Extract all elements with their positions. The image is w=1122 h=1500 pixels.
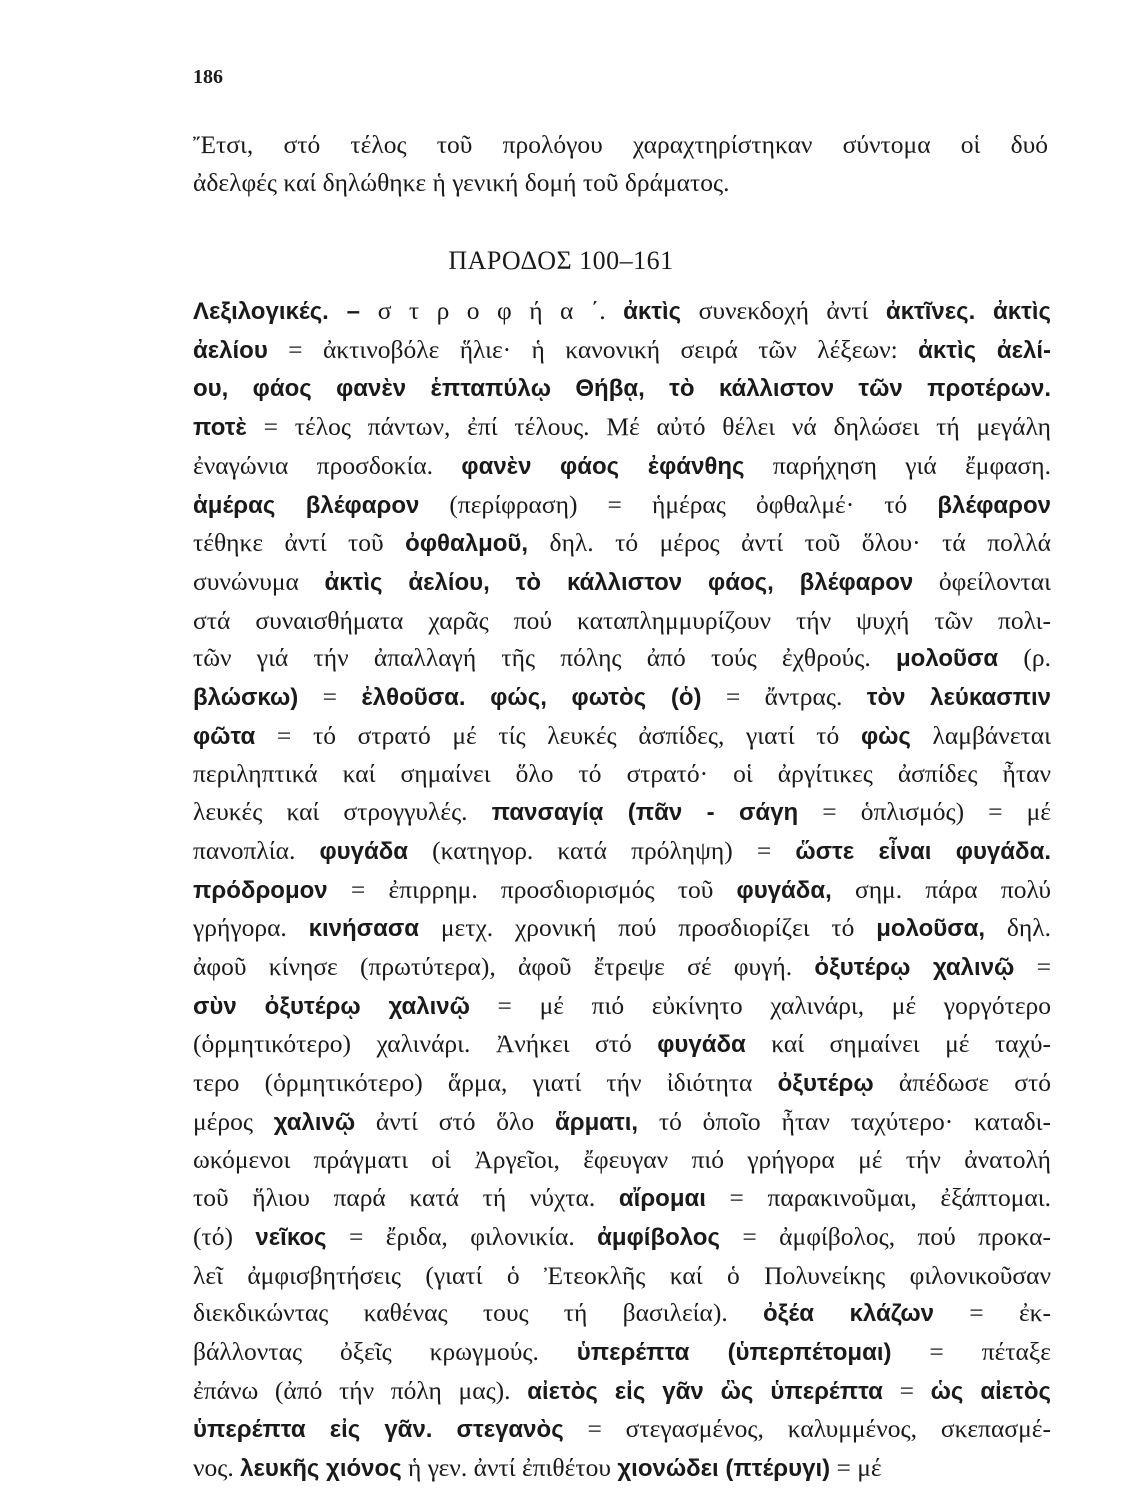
commentary-line — [193, 909, 1051, 948]
bold-term: χιονώδει (πτέρυγι) — [617, 1455, 831, 1483]
commentary-text: τό ὁποῖο ἦταν ταχύτερο· καταδι- — [638, 1106, 1052, 1136]
bold-term: ἀμφίβολος — [597, 1223, 720, 1251]
commentary-line — [193, 793, 1051, 832]
commentary-line — [193, 331, 1051, 370]
commentary-text: περιληπτικά καί σημαίνει ὅλο τό στρατό· οἱ ἀργίτικες ἀσπίδες ἦταν — [193, 759, 1051, 789]
commentary-text: = ἀκτινοβόλε ἥλιε· ἡ κανονική σειρά τῶν λέξεων: — [267, 334, 919, 364]
commentary-line — [193, 948, 1051, 987]
bold-term: Λεξιλογικές. – — [193, 298, 378, 325]
bold-term: φανὲν φάος ἐφάνθης — [461, 452, 745, 480]
commentary-line — [193, 832, 1051, 871]
commentary-text: ἐναγώνια προσδοκία. — [193, 450, 462, 480]
bold-term: ὑπερέπτα (ὑπερπέτομαι) — [576, 1338, 892, 1366]
commentary-line — [193, 486, 1051, 525]
commentary-line — [193, 1218, 1051, 1257]
bold-term: ἀκτῖνες. ἀκτὶς — [885, 298, 1051, 325]
bold-term: ὑπερέπτα εἰς γᾶν. στεγανὸς — [193, 1416, 564, 1444]
commentary-text: ἐπάνω (ἀπό τήν πόλη μας). — [193, 1375, 528, 1405]
commentary-line — [193, 1294, 1051, 1333]
commentary-text: (ὁρμητικότερο) χαλινάρι. Ἀνήκει στό — [193, 1029, 658, 1059]
commentary-text: ἀπέδωσε στό — [873, 1068, 1051, 1098]
bold-term: φῶτα — [193, 722, 256, 750]
page-number: 186 — [193, 66, 223, 88]
bold-term: μολοῦσα — [895, 645, 999, 673]
commentary-text: = ὁπλισμός) = μέ — [798, 797, 1052, 827]
commentary-text: = τέλος πάντων, ἐπί τέλους. Μέ αὐτό θέλει νά δηλώσει τή μεγάλη — [246, 412, 1051, 442]
bold-term: ποτὲ — [193, 414, 247, 442]
commentary-text: = — [1014, 951, 1051, 981]
intro-line: Ἔτσι, στό τέλος τοῦ προλόγου χαραχτηρίστηκαν σύντομα οἱ δυό — [193, 130, 1048, 159]
bold-term: ὀξυτέρῳ — [777, 1070, 874, 1098]
bold-term: αἴρομαι — [618, 1185, 706, 1213]
commentary-line — [193, 447, 1051, 486]
commentary-text: νος. — [193, 1453, 241, 1483]
bold-term: νεῖκος — [255, 1223, 327, 1251]
commentary-text: μετχ. χρονική πού προσδιορίζει τό — [419, 913, 877, 943]
intro-paragraph — [193, 126, 1048, 202]
commentary-text: δηλ. — [985, 913, 1052, 943]
commentary-line — [193, 1103, 1051, 1142]
commentary-text: σημ. πάρα πολύ — [831, 874, 1051, 904]
bold-term: φυγάδα — [319, 837, 409, 865]
commentary-text: λαμβάνεται — [910, 720, 1051, 750]
commentary-text: = μέ πιό εὐκίνητο χαλινάρι, μέ γοργότερο — [469, 990, 1051, 1020]
bold-term: ἀκτὶς ἀελίου, τὸ κάλλιστον φάος, βλέφαρον — [324, 568, 914, 596]
bold-term: ἅρματι, — [554, 1108, 639, 1136]
commentary-text: συνεκδοχή ἀντί — [681, 296, 886, 325]
commentary-line — [193, 1141, 1051, 1179]
bold-term: βλέφαρον — [937, 491, 1051, 519]
commentary-text: = μέ — [830, 1453, 882, 1483]
commentary-text: = παρακινοῦμαι, ἐξάπτομαι. — [705, 1183, 1051, 1213]
commentary-line — [193, 1449, 1051, 1488]
commentary-text: συνώνυμα — [193, 566, 325, 596]
commentary-text: διεκδικώντας καθένας τους τή βασιλεία). — [193, 1298, 764, 1328]
bold-term: αἰετὸς εἰς γᾶν ὣς ὑπερέπτα — [527, 1377, 883, 1405]
commentary-text: τῶν γιά τήν ἀπαλλαγή τῆς πόλης ἀπό τούς ἐχθρούς. — [193, 643, 896, 673]
bold-term: ἀκτὶς — [623, 298, 682, 325]
commentary-text: = τό στρατό μέ τίς λευκές ἀσπίδες, γιατί τό — [255, 720, 861, 750]
intro-line: ἀδελφές καί δηλώθηκε ἡ γενική δομή τοῦ δράματος. — [193, 168, 730, 197]
commentary-text: βάλλοντας ὀξεῖς κρωγμούς. — [193, 1336, 577, 1366]
commentary-line — [193, 1179, 1051, 1218]
commentary-line — [193, 292, 1051, 331]
commentary-line — [193, 987, 1051, 1026]
commentary-text: ωκόμενοι πράγματι οἱ Ἀργεῖοι, ἔφευγαν πιό γρήγορα μέ τήν ἀνατολή — [193, 1145, 1051, 1175]
commentary-text: = ἀμφίβολος, πού προκα- — [719, 1221, 1051, 1251]
commentary-text: λευκές καί στρογγυλές. — [193, 797, 492, 827]
commentary-text: λεῖ ἀμφισβητήσεις (γιατί ὁ Ἐτεοκλῆς καί ὁ Πολυνείκης φιλονικοῦσαν — [193, 1260, 1051, 1290]
commentary-line — [193, 1064, 1051, 1103]
bold-term: χαλινῷ — [273, 1108, 356, 1136]
commentary-text: παρήχηση γιά ἔμφαση. — [744, 450, 1051, 480]
commentary-text: = ἔριδα, φιλονικία. — [326, 1221, 598, 1251]
bold-term: πρόδρομον — [193, 876, 328, 904]
commentary-text: = ἐπιρρημ. προσδιορισμός τοῦ — [327, 874, 737, 904]
bold-term: ὀξυτέρῳ χαλινῷ — [814, 953, 1015, 981]
bold-term: φυγάδα, — [736, 876, 832, 904]
commentary-text: ὀφείλονται — [913, 566, 1051, 596]
commentary-text: γρήγορα. — [193, 913, 309, 943]
bold-term: ἀελίου — [193, 336, 268, 364]
commentary-text: μέρος — [193, 1106, 274, 1136]
commentary-text: τερο (ὁρμητικότερο) ἅρμα, γιατί τήν ἰδιότητα — [193, 1068, 778, 1098]
commentary-text: = στεγασμένος, καλυμμένος, σκεπασμέ- — [563, 1414, 1051, 1444]
bold-term: κινήσασα — [308, 915, 420, 943]
commentary-text: = — [298, 682, 362, 712]
commentary-line — [193, 602, 1051, 640]
bold-term: βλώσκω) — [193, 684, 299, 712]
bold-term: ἐλθοῦσα. φώς, φωτὸς (ὁ) — [361, 684, 702, 712]
bold-term: ἀκτὶς ἀελί- — [918, 336, 1051, 364]
commentary-text: πανοπλία. — [193, 835, 320, 865]
commentary-text: = πέταξε — [891, 1336, 1051, 1366]
commentary-text: καί σημαίνει μέ ταχύ- — [745, 1029, 1051, 1059]
bold-term: μολοῦσα, — [876, 915, 986, 943]
commentary-line — [193, 1333, 1051, 1372]
commentary-text: (κατηγορ. κατά πρόληψη) = — [408, 835, 796, 865]
commentary-text: = ἐκ- — [934, 1298, 1051, 1328]
commentary-line — [193, 871, 1051, 910]
commentary-text: = — [882, 1375, 931, 1405]
commentary-text: (ρ. — [998, 643, 1051, 673]
commentary-line — [193, 1410, 1051, 1449]
bold-term: φυγάδα — [657, 1031, 746, 1059]
commentary-line — [193, 755, 1051, 793]
bold-term: ὀφθαλμοῦ, — [405, 530, 529, 558]
commentary-text: (τό) — [193, 1221, 256, 1251]
commentary-line — [193, 369, 1051, 408]
commentary-text: τέθηκε ἀντί τοῦ — [193, 528, 406, 558]
commentary-text: δηλ. τό μέρος ἀντί τοῦ ὅλου· τά πολλά — [528, 528, 1051, 558]
bold-term: πανσαγίᾳ (πᾶν - σάγη — [491, 799, 799, 827]
commentary-text: ἀντί στό ὅλο — [355, 1106, 555, 1136]
bold-term: τὸν λεύκασπιν — [866, 684, 1052, 712]
commentary-line — [193, 1372, 1051, 1411]
commentary-text: σ τ ρ ο φ ή α ΄. — [377, 296, 624, 325]
commentary-line — [193, 639, 1051, 678]
commentary-text: στά συναισθήματα χαρᾶς πού καταπλημμυρίζουν τήν ψυχή τῶν πολι- — [193, 605, 1051, 635]
bold-term: σὺν ὀξυτέρῳ χαλινῷ — [193, 992, 470, 1020]
commentary-line — [193, 408, 1051, 447]
bold-term: ἁμέρας βλέφαρον — [193, 491, 420, 519]
bold-term: ου, φάος φανὲν ἑπταπύλῳ Θήβᾳ, τὸ κάλλιστον τῶν προτέρων. — [193, 375, 1051, 403]
commentary-line — [193, 678, 1051, 717]
commentary-line — [193, 524, 1051, 563]
section-heading: ΠΑΡΟΔΟΣ 100–161 — [448, 246, 674, 275]
commentary-text: ἀφοῦ κίνησε (πρωτύτερα), ἀφοῦ ἔτρεψε σέ φυγή. — [193, 951, 815, 981]
bold-term: λευκῆς χιόνος — [240, 1455, 402, 1483]
commentary-text: ἡ γεν. ἀντί ἐπιθέτου — [401, 1453, 618, 1483]
commentary-line — [193, 717, 1051, 756]
commentary-body — [193, 292, 1051, 1488]
bold-term: ὀξέα κλάζων — [763, 1300, 935, 1328]
commentary-text: = ἄντρας. — [701, 682, 867, 712]
commentary-line — [193, 1257, 1051, 1295]
commentary-line — [193, 1025, 1051, 1064]
bold-term: ὥστε εἶναι φυγάδα. — [795, 837, 1051, 865]
commentary-line — [193, 563, 1051, 602]
bold-term: φὼς — [860, 722, 911, 750]
commentary-text: τοῦ ἥλιου παρά κατά τή νύχτα. — [193, 1183, 619, 1213]
bold-term: ὡς αἰετὸς — [930, 1377, 1051, 1405]
commentary-text: (περίφραση) = ἡμέρας ὀφθαλμέ· τό — [419, 489, 938, 519]
